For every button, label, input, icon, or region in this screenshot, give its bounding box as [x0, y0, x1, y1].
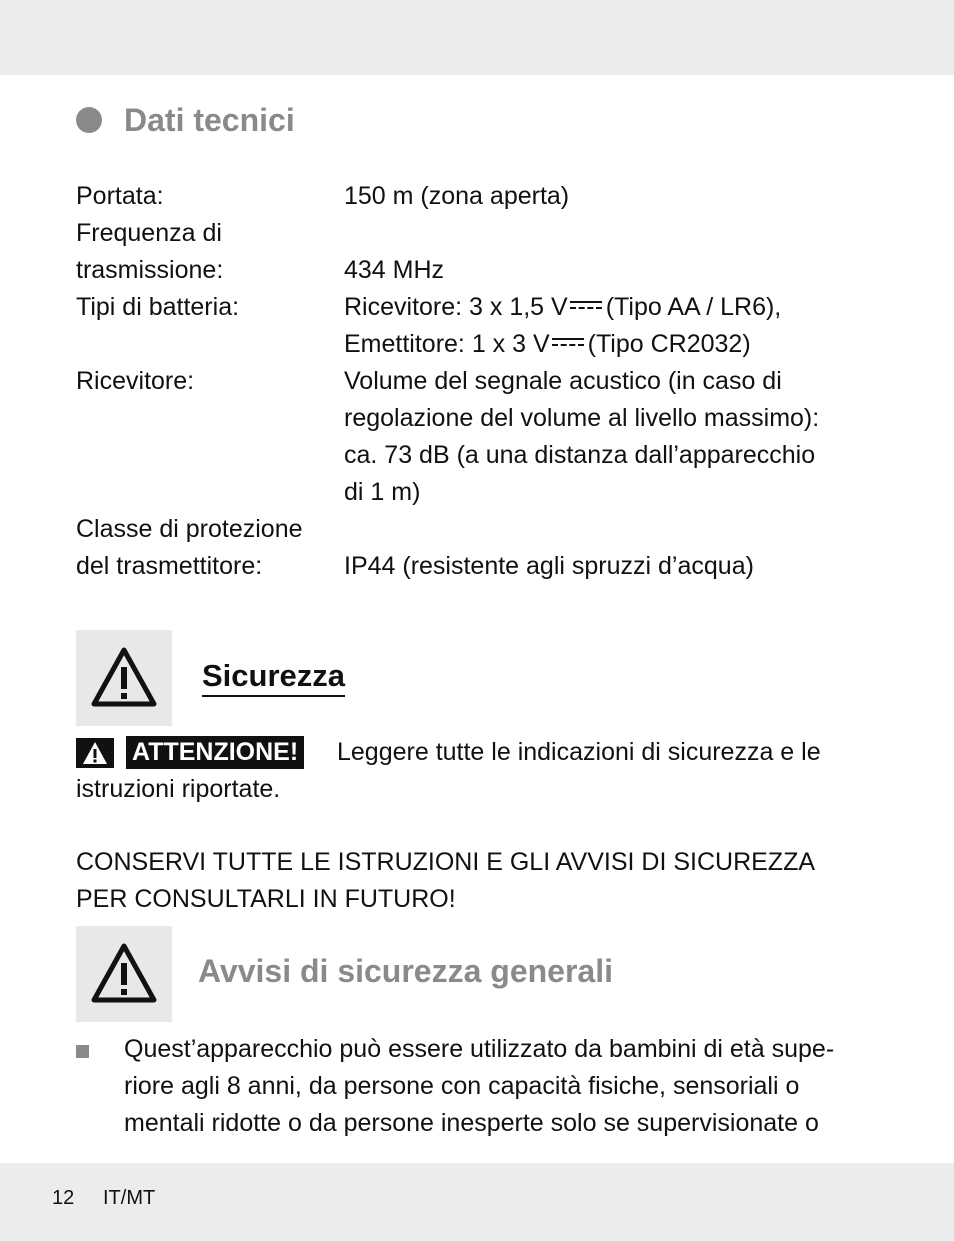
battery-receiver-type: (Tipo AA / LR6),	[605, 293, 782, 321]
spec-value	[344, 326, 751, 363]
spec-value: di 1 m)	[344, 478, 421, 506]
section-title-safety: Sicurezza	[202, 660, 345, 697]
page-number: 12	[52, 1187, 75, 1209]
spec-value: IP44 (resistente agli spruzzi d’acqua)	[344, 552, 754, 580]
warning-box	[76, 630, 172, 726]
section-title-technical-data: Dati tecnici	[124, 102, 295, 138]
list-item-line: Quest’apparecchio può essere utilizzato da bambini di età supe-	[124, 1035, 835, 1063]
warning-triangle-icon	[90, 646, 158, 708]
attention-text-continued: istruzioni riportate.	[76, 775, 281, 803]
spec-value: regolazione del volume al livello massimo):	[344, 404, 820, 432]
locale-code: IT/MT	[103, 1187, 156, 1209]
spec-value: ca. 73 dB (a una distanza dall’apparecchio	[344, 441, 816, 469]
spec-label: trasmissione:	[76, 256, 224, 284]
battery-emitter-type: (Tipo CR2032)	[587, 330, 751, 358]
section-title-general-safety: Avvisi di sicurezza generali	[198, 953, 613, 989]
spec-value: Volume del segnale acustico (in caso di	[344, 367, 782, 395]
dc-current-symbol-icon	[570, 298, 602, 312]
header-band	[0, 0, 954, 75]
warning-box	[76, 926, 172, 1022]
list-item-line: riore agli 8 anni, da persone con capacità fisiche, sensoriali o	[124, 1072, 800, 1100]
spec-label: Ricevitore:	[76, 367, 195, 395]
attention-text: Leggere tutte le indicazioni di sicurezza e le	[337, 738, 821, 766]
spec-value: 150 m (zona aperta)	[344, 182, 570, 210]
battery-receiver-spec: Ricevitore: 3 x 1,5 V	[344, 293, 568, 321]
spec-label: Tipi di batteria:	[76, 293, 240, 321]
battery-emitter-spec: Emettitore: 1 x 3 V	[344, 330, 550, 358]
warning-triangle-icon	[76, 738, 114, 768]
spec-value	[344, 289, 781, 326]
circle-bullet-icon	[76, 107, 102, 133]
warning-triangle-icon	[90, 942, 158, 1004]
dc-current-symbol-icon	[552, 335, 584, 349]
attention-badge: ATTENZIONE!	[126, 736, 304, 769]
spec-label: del trasmettitore:	[76, 552, 263, 580]
list-item-line: mentali ridotte o da persone inesperte solo se supervisionate o	[124, 1109, 819, 1137]
spec-label: Classe di protezione	[76, 515, 303, 543]
keep-instructions-line: PER CONSULTARLI IN FUTURO!	[76, 885, 456, 913]
spec-label: Portata:	[76, 182, 164, 210]
spec-label: Frequenza di	[76, 219, 222, 247]
square-bullet-icon	[76, 1045, 89, 1058]
spec-value: 434 MHz	[344, 256, 445, 284]
keep-instructions-line: CONSERVI TUTTE LE ISTRUZIONI E GLI AVVISI DI SICUREZZA	[76, 848, 816, 876]
